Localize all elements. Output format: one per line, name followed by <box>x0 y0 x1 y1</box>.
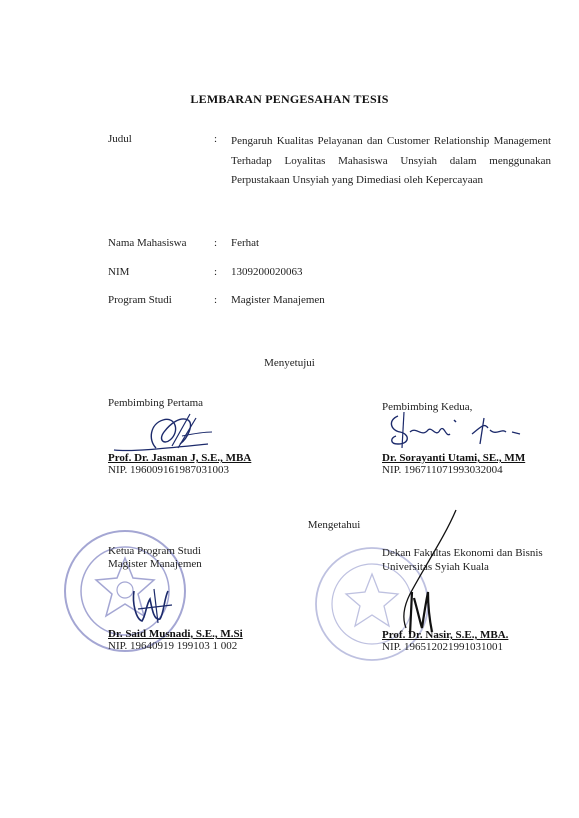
mengetahui-label: Mengetahui <box>307 519 361 531</box>
pembimbing2-role: Pembimbing Kedua, <box>382 401 473 413</box>
nim-colon: : <box>214 266 218 278</box>
signature-pembimbing1 <box>108 410 218 458</box>
dekan-role-line1: Dekan Fakultas Ekonomi dan Bisnis <box>382 547 543 559</box>
judul-value: Pengaruh Kualitas Pelayanan dan Customer Relationship Management Terhadap Loyalitas Mahasiswa Unsyiah dalam menggunakan Perpustakaan Unsyiah yang Dimediasi oleh Kepercayaan <box>231 135 551 186</box>
judul-label: Judul <box>108 133 132 145</box>
nim-label: NIM <box>108 266 130 278</box>
signature-ketua <box>128 585 178 627</box>
page-title: LEMBARAN PENGESAHAN TESIS <box>190 92 389 106</box>
prodi-value: Magister Manajemen <box>231 294 325 306</box>
pembimbing1-name: Prof. Dr. Jasman J, S.E., MBA <box>108 452 252 464</box>
dekan-name: Prof. Dr. Nasir, S.E., MBA. <box>382 629 509 641</box>
nama-colon: : <box>214 237 218 249</box>
nim-value: 1309200020063 <box>231 266 303 278</box>
dekan-role-line2: Universitas Syiah Kuala <box>382 561 489 573</box>
pembimbing2-nip: NIP. 196711071993032004 <box>382 464 503 476</box>
judul-colon: : <box>214 133 218 145</box>
ketua-role-line1: Ketua Program Studi <box>108 545 201 557</box>
prodi-colon: : <box>214 294 218 306</box>
pembimbing2-name: Dr. Sorayanti Utami, SE., MM <box>382 452 526 464</box>
pembimbing1-role: Pembimbing Pertama <box>108 397 204 409</box>
dekan-nip: NIP. 196512021991031001 <box>382 641 504 653</box>
signature-pembimbing2 <box>380 408 530 452</box>
nama-value: Ferhat <box>231 237 260 249</box>
signature-dekan <box>398 508 468 640</box>
prodi-label: Program Studi <box>108 294 172 306</box>
pembimbing1-nip: NIP. 196009161987031003 <box>108 464 230 476</box>
nama-label: Nama Mahasiswa <box>108 237 187 249</box>
ketua-name: Dr. Said Musnadi, S.E., M.Si <box>108 628 243 640</box>
ketua-role-line2: Magister Manajemen <box>108 558 202 570</box>
ketua-nip: NIP. 19640919 199103 1 002 <box>108 640 238 652</box>
menyetujui-label: Menyetujui <box>264 357 315 369</box>
